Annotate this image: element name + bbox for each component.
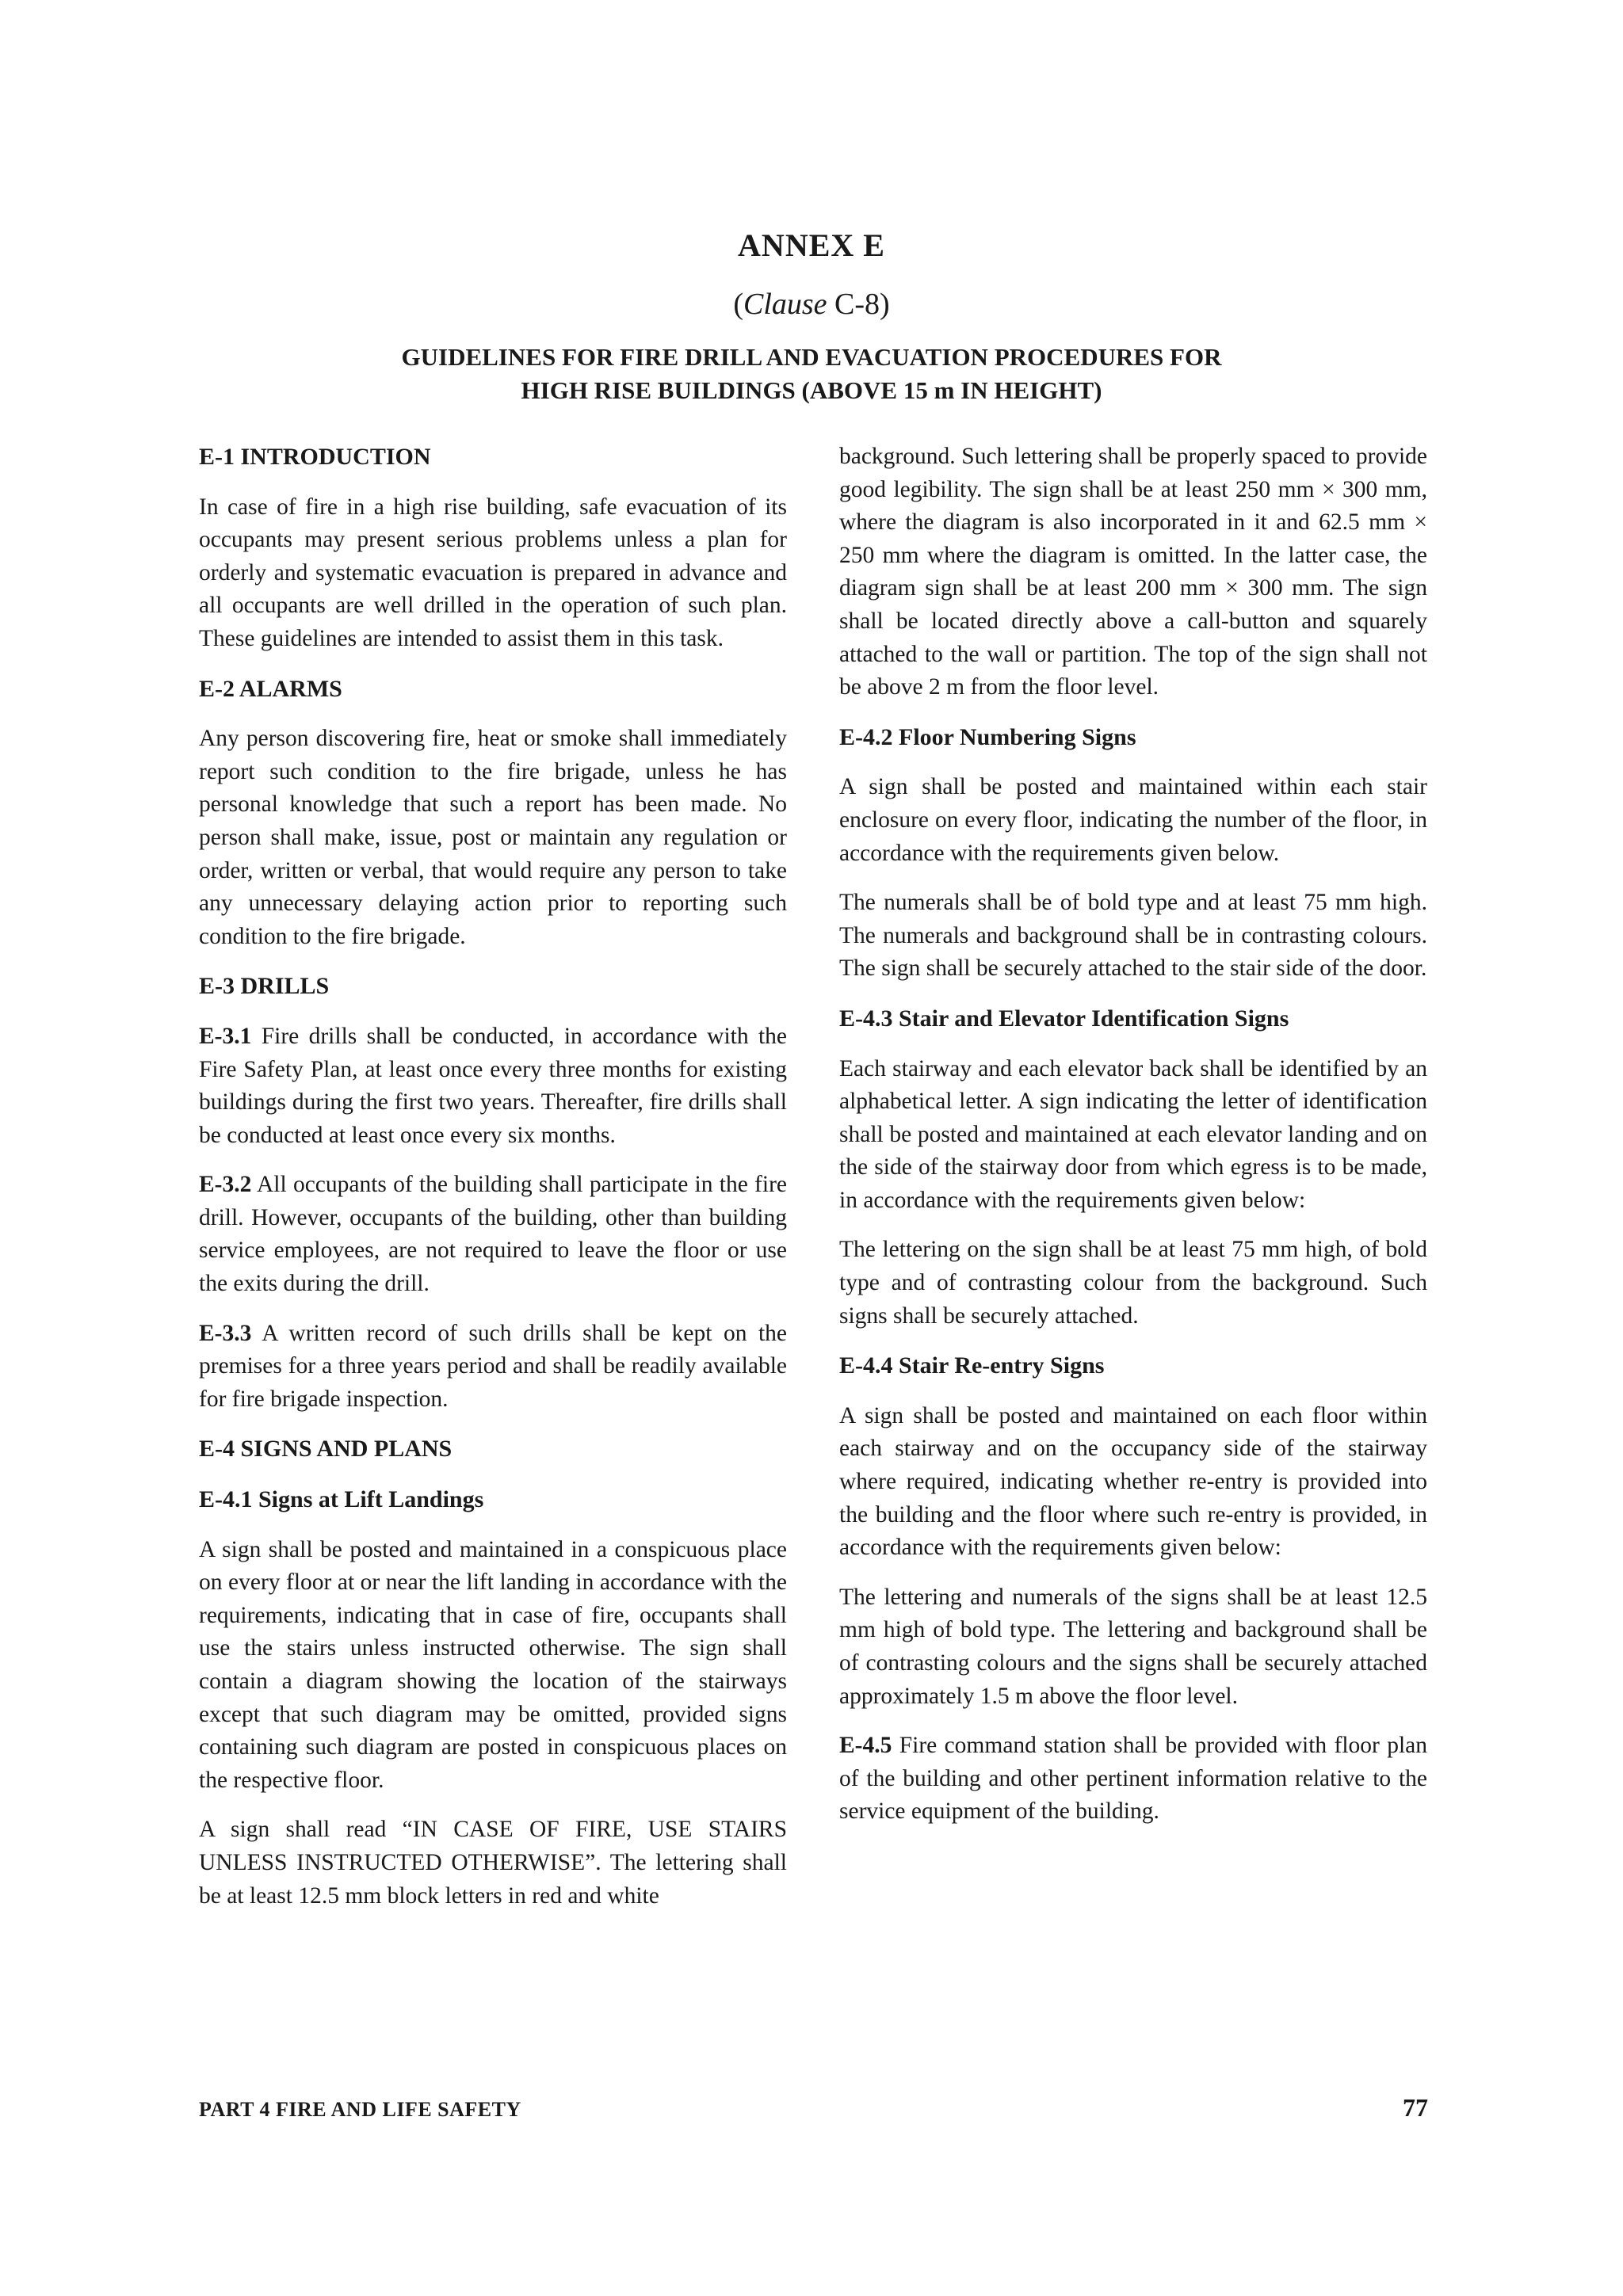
clause-e33	[199, 1318, 787, 1417]
clause-reference	[0, 287, 1623, 322]
document-title-line-1: GUIDELINES FOR FIRE DRILL AND EVACUATION PROCEDURES FOR	[401, 343, 1222, 371]
footer-part-label: PART 4 FIRE AND LIFE SAFETY	[199, 2098, 521, 2121]
section-e42-heading: E-4.2 Floor Numbering Signs	[839, 723, 1136, 750]
clause-number: C-8)	[827, 288, 890, 321]
clause-word: Clause	[743, 288, 827, 321]
section-e41-continued: background. Such lettering shall be properly spaced to provide good legibility. The sign shall be at least 250 mm × 300 mm, where the diagram is also incorporated in it and 62.5 mm × 250 mm where the diagram is omitted. In the latter case, the diagram sign shall be at least 200 mm × 300 mm. The sign shall be located directly above a call-button and squarely attached to the wall or partition. The top of the sign shall not be above 2 m from the floor level.	[839, 444, 1427, 700]
clause-open: (	[733, 288, 743, 321]
clause-e45-text: Fire command station shall be provided with floor plan of the building and other pertinent information relative to the service equipment of the building.	[839, 1733, 1427, 1825]
section-e2-heading: E-2 ALARMS	[199, 675, 342, 702]
document-title-line-2: HIGH RISE BUILDINGS (ABOVE 15 m IN HEIGHT)	[521, 376, 1102, 404]
clause-e32-text: All occupants of the building shall participate in the fire drill. However, occupants of the building, other than building service employees, are not required to leave the floor or use the exits during the drill.	[199, 1172, 787, 1297]
section-e41-heading: E-4.1 Signs at Lift Landings	[199, 1486, 484, 1513]
clause-e45	[839, 1730, 1427, 1829]
clause-e32-number: E-3.2	[199, 1172, 252, 1198]
section-e44-text-1: A sign shall be posted and maintained on each floor within each stairway and on the occupancy side of the stairway where required, indicating whether re-entry is provided into the building and the floor where such re-entry is provided, in accordance with the requirements given below:	[839, 1402, 1427, 1561]
left-column	[199, 441, 787, 1913]
page-number: 77	[1403, 2093, 1428, 2122]
section-e3-heading: E-3 DRILLS	[199, 973, 330, 1000]
clause-e31-text: Fire drills shall be conducted, in accordance with the Fire Safety Plan, at least once every three months for existing buildings during the first two years. Thereafter, fire drills shall be conducted at least once every six months.	[199, 1023, 787, 1148]
section-e42-text-2: The numerals shall be of bold type and at least 75 mm high. The numerals and background shall be in contrasting colours. The sign shall be securely attached to the stair side of the door.	[839, 890, 1427, 982]
document-title	[0, 341, 1623, 407]
right-column	[839, 441, 1427, 1829]
clause-e32	[199, 1169, 787, 1300]
section-e44-heading: E-4.4 Stair Re-entry Signs	[839, 1352, 1105, 1379]
section-e42-text-1: A sign shall be posted and maintained within each stair enclosure on every floor, indicating the number of the floor, in accordance with the requirements given below.	[839, 774, 1427, 866]
clause-e45-number: E-4.5	[839, 1733, 892, 1759]
section-e43-text-1: Each stairway and each elevator back shall be identified by an alphabetical letter. A sign indicating the letter of identification shall be posted and maintained at each elevator landing and on the side of the stairway door from which egress is to be made, in accordance with the requirements given below:	[839, 1055, 1427, 1213]
annex-title: ANNEX E	[738, 227, 885, 263]
section-e2-text: Any person discovering fire, heat or smoke shall immediately report such condition to the fire brigade, unless he has personal knowledge that such a report has been made. No person shall make, issue, post or maintain any regulation or order, written or verbal, that would require any person to take any unnecessary delaying action prior to reporting such condition to the fire brigade.	[199, 726, 787, 949]
section-e41-text-2: A sign shall read “IN CASE OF FIRE, USE STAIRS UNLESS INSTRUCTED OTHERWISE”. The lettering shall be at least 12.5 mm block letters in red and white	[199, 1817, 787, 1909]
clause-e33-number: E-3.3	[199, 1320, 252, 1346]
section-e4-heading: E-4 SIGNS AND PLANS	[199, 1436, 453, 1463]
section-e41-text-1: A sign shall be posted and maintained in a conspicuous place on every floor at or near the lift landing in accordance with the requirements, indicating that in case of fire, occupants shall use the stairs unless instructed otherwise. The sign shall contain a diagram showing the location of the stairways except that such diagram may be omitted, provided signs containing such diagram are posted in conspicuous places on the respective floor.	[199, 1536, 787, 1793]
clause-e33-text: A written record of such drills shall be kept on the premises for a three years period and shall be readily available for fire brigade inspection.	[199, 1320, 787, 1412]
clause-e31-number: E-3.1	[199, 1023, 252, 1049]
section-e1-text: In case of fire in a high rise building, safe evacuation of its occupants may present serious problems unless a plan for orderly and systematic evacuation is prepared in advance and all occupants are well drilled in the operation of such plan. These guidelines are intended to assist them in this task.	[199, 494, 787, 651]
clause-e31	[199, 1020, 787, 1152]
section-e44-text-2: The lettering and numerals of the signs shall be at least 12.5 mm high of bold type. The lettering and background shall be of contrasting colours and the signs shall be securely attached approximately 1.5 m above the floor level.	[839, 1584, 1427, 1709]
section-e1-heading: E-1 INTRODUCTION	[199, 444, 431, 470]
section-e43-heading: E-4.3 Stair and Elevator Identification Signs	[839, 1005, 1289, 1032]
section-e43-text-2: The lettering on the sign shall be at least 75 mm high, of bold type and of contrasting colour from the background. Such signs shall be securely attached.	[839, 1237, 1427, 1329]
